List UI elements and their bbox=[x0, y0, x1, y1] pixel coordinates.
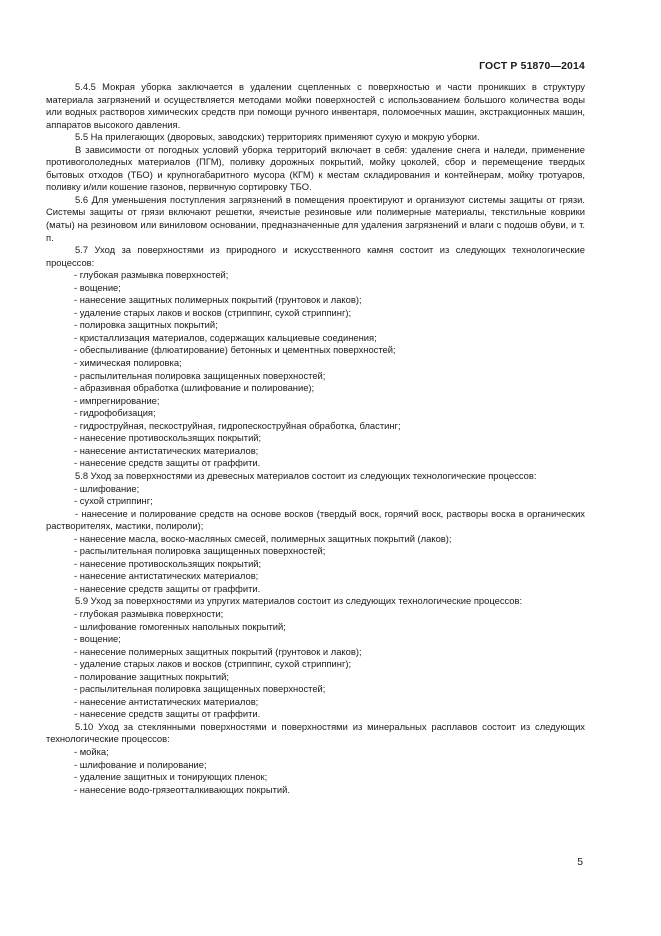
list-item: - нанесение защитных полимерных покрытий (грунтовок и лаков); bbox=[74, 294, 362, 306]
list-item: - нанесение полимерных защитных покрытий (грунтовок и лаков); bbox=[74, 645, 362, 657]
list-item: - нанесение средств защиты от граффити. bbox=[74, 582, 261, 594]
paragraph-5-6: 5.6 Для уменьшения поступления загрязнений в помещения проектируют и организуют системы защиты от грязи. Системы защиты от грязи включают решетки, ячеистые резиновые или полимерные материалы, текстильные коврики (маты) на резиновом или виниловом основании, предназначенные для удаления загрязнений и влаги с подошв обуви, и т. п. bbox=[46, 193, 585, 243]
paragraph-5-9: 5.9 Уход за поверхностями из упругих материалов состоит из следующих технологические процессов: bbox=[75, 595, 523, 607]
list-5-8-second bbox=[46, 533, 585, 596]
list-item: - нанесение противоскользящих покрытий; bbox=[74, 557, 262, 569]
list-item: - импрегнирование; bbox=[74, 394, 160, 406]
paragraph-5-4-5: 5.4.5 Мокрая уборка заключается в удалении сцепленных с поверхностью и части проникших в структуру материала загрязнений и осуществляется методами мойки поверхностей с использованием большого количества воды или водных растворов химических средств при помощи ручного инвентаря, поломоечных машин, экстракционных машин, аппаратов высокого давления. bbox=[46, 81, 585, 130]
paragraph-5-10: 5.10 Уход за стеклянными поверхностями и поверхностями из минеральных расплавов состоит из следующих технологические процессов: bbox=[46, 720, 585, 745]
paragraph-5-7: 5.7 Уход за поверхностями из природного и искусственного камня состоит из следующих технологические процессов: bbox=[46, 244, 585, 268]
list-item: - нанесение средств защиты от граффити. bbox=[74, 708, 261, 720]
list-item: - распылительная полировка защищенных поверхностей; bbox=[74, 369, 326, 381]
list-item: - полировка защитных покрытий; bbox=[74, 319, 218, 331]
list-5-7 bbox=[46, 269, 585, 470]
list-item: - нанесение антистатических материалов; bbox=[74, 570, 259, 582]
list-5-10 bbox=[46, 746, 585, 796]
list-item: - нанесение средств защиты от граффити. bbox=[74, 457, 261, 469]
list-item: - нанесение противоскользящих покрытий; bbox=[74, 432, 262, 444]
list-5-9 bbox=[46, 608, 585, 721]
list-item: - мойка; bbox=[74, 745, 109, 757]
list-item: - удаление старых лаков и восков (стриппинг, сухой стриппинг); bbox=[74, 306, 352, 318]
list-item: - обеспыливание (флюатирование) бетонных и цементных поверхностей; bbox=[74, 344, 396, 356]
list-item: - полирование защитных покрытий; bbox=[74, 670, 229, 682]
list-item: - глубокая размывка поверхности; bbox=[74, 607, 224, 619]
list-item: - удаление старых лаков и восков (стриппинг, сухой стриппинг); bbox=[74, 658, 352, 670]
paragraph-5-5-weather: В зависимости от погодных условий уборка территорий включает в себя: удаление снега и наледи, применение противогололедных материалов (ПГМ), поливку дорожных покрытий, мойку цоколей, сбор и перемещение твердых бытовых отходов (ТБО) и крупногабаритного мусора (КГМ) к местам складирования и контейнерам, мойку тротуаров, поливку и/или кошение газонов, первичную сортировку ТБО. bbox=[46, 143, 585, 193]
list-item: - нанесение водо-грязеотталкивающих покрытий. bbox=[74, 783, 290, 795]
list-item: - гидроструйная, пескоструйная, гидропескоструйная обработка, бластинг; bbox=[74, 419, 401, 431]
list-item: - глубокая размывка поверхностей; bbox=[74, 269, 229, 281]
list-item: - распылительная полировка защищенных поверхностей; bbox=[74, 545, 326, 557]
list-item: - распылительная полировка защищенных поверхностей; bbox=[74, 683, 326, 695]
list-item: - кристаллизация материалов, содержащих кальциевые соединения; bbox=[74, 331, 377, 343]
list-item: - сухой стриппинг; bbox=[74, 495, 153, 507]
list-item: - абразивная обработка (шлифование и полирование); bbox=[74, 382, 315, 394]
page-number: 5 bbox=[577, 857, 583, 868]
document-body bbox=[46, 81, 585, 796]
list-item: - нанесение антистатических материалов; bbox=[74, 695, 259, 707]
list-item: - нанесение антистатических материалов; bbox=[74, 444, 259, 456]
list-item: - нанесение масла, воско-масляных смесей, полимерных защитных покрытий (лаков); bbox=[74, 532, 452, 544]
list-item: - удаление защитных и тонирующих пленок; bbox=[74, 771, 268, 783]
list-item: - вощение; bbox=[74, 281, 121, 293]
list-5-8-first bbox=[46, 483, 585, 508]
list-item-wax-polishing: - нанесение и полирование средств на основе восков (твердый воск, горячий воск, растворы воска в органических растворителях, мастики, полироли); bbox=[46, 507, 585, 532]
list-item: - шлифование гомогенных напольных покрытий; bbox=[74, 620, 286, 632]
list-item: - вощение; bbox=[74, 633, 121, 645]
standard-header: ГОСТ Р 51870—2014 bbox=[479, 61, 585, 72]
list-item: - химическая полировка; bbox=[74, 357, 182, 369]
paragraph-5-8: 5.8 Уход за поверхностями из древесных материалов состоит из следующих технологические процессов: bbox=[75, 469, 537, 481]
list-item: - шлифование и полирование; bbox=[74, 758, 207, 770]
list-item: - шлифование; bbox=[74, 482, 140, 494]
paragraph-5-5: 5.5 На прилегающих (дворовых, заводских) территориях применяют сухую и мокрую уборки. bbox=[75, 131, 480, 143]
list-item: - гидрофобизация; bbox=[74, 407, 156, 419]
